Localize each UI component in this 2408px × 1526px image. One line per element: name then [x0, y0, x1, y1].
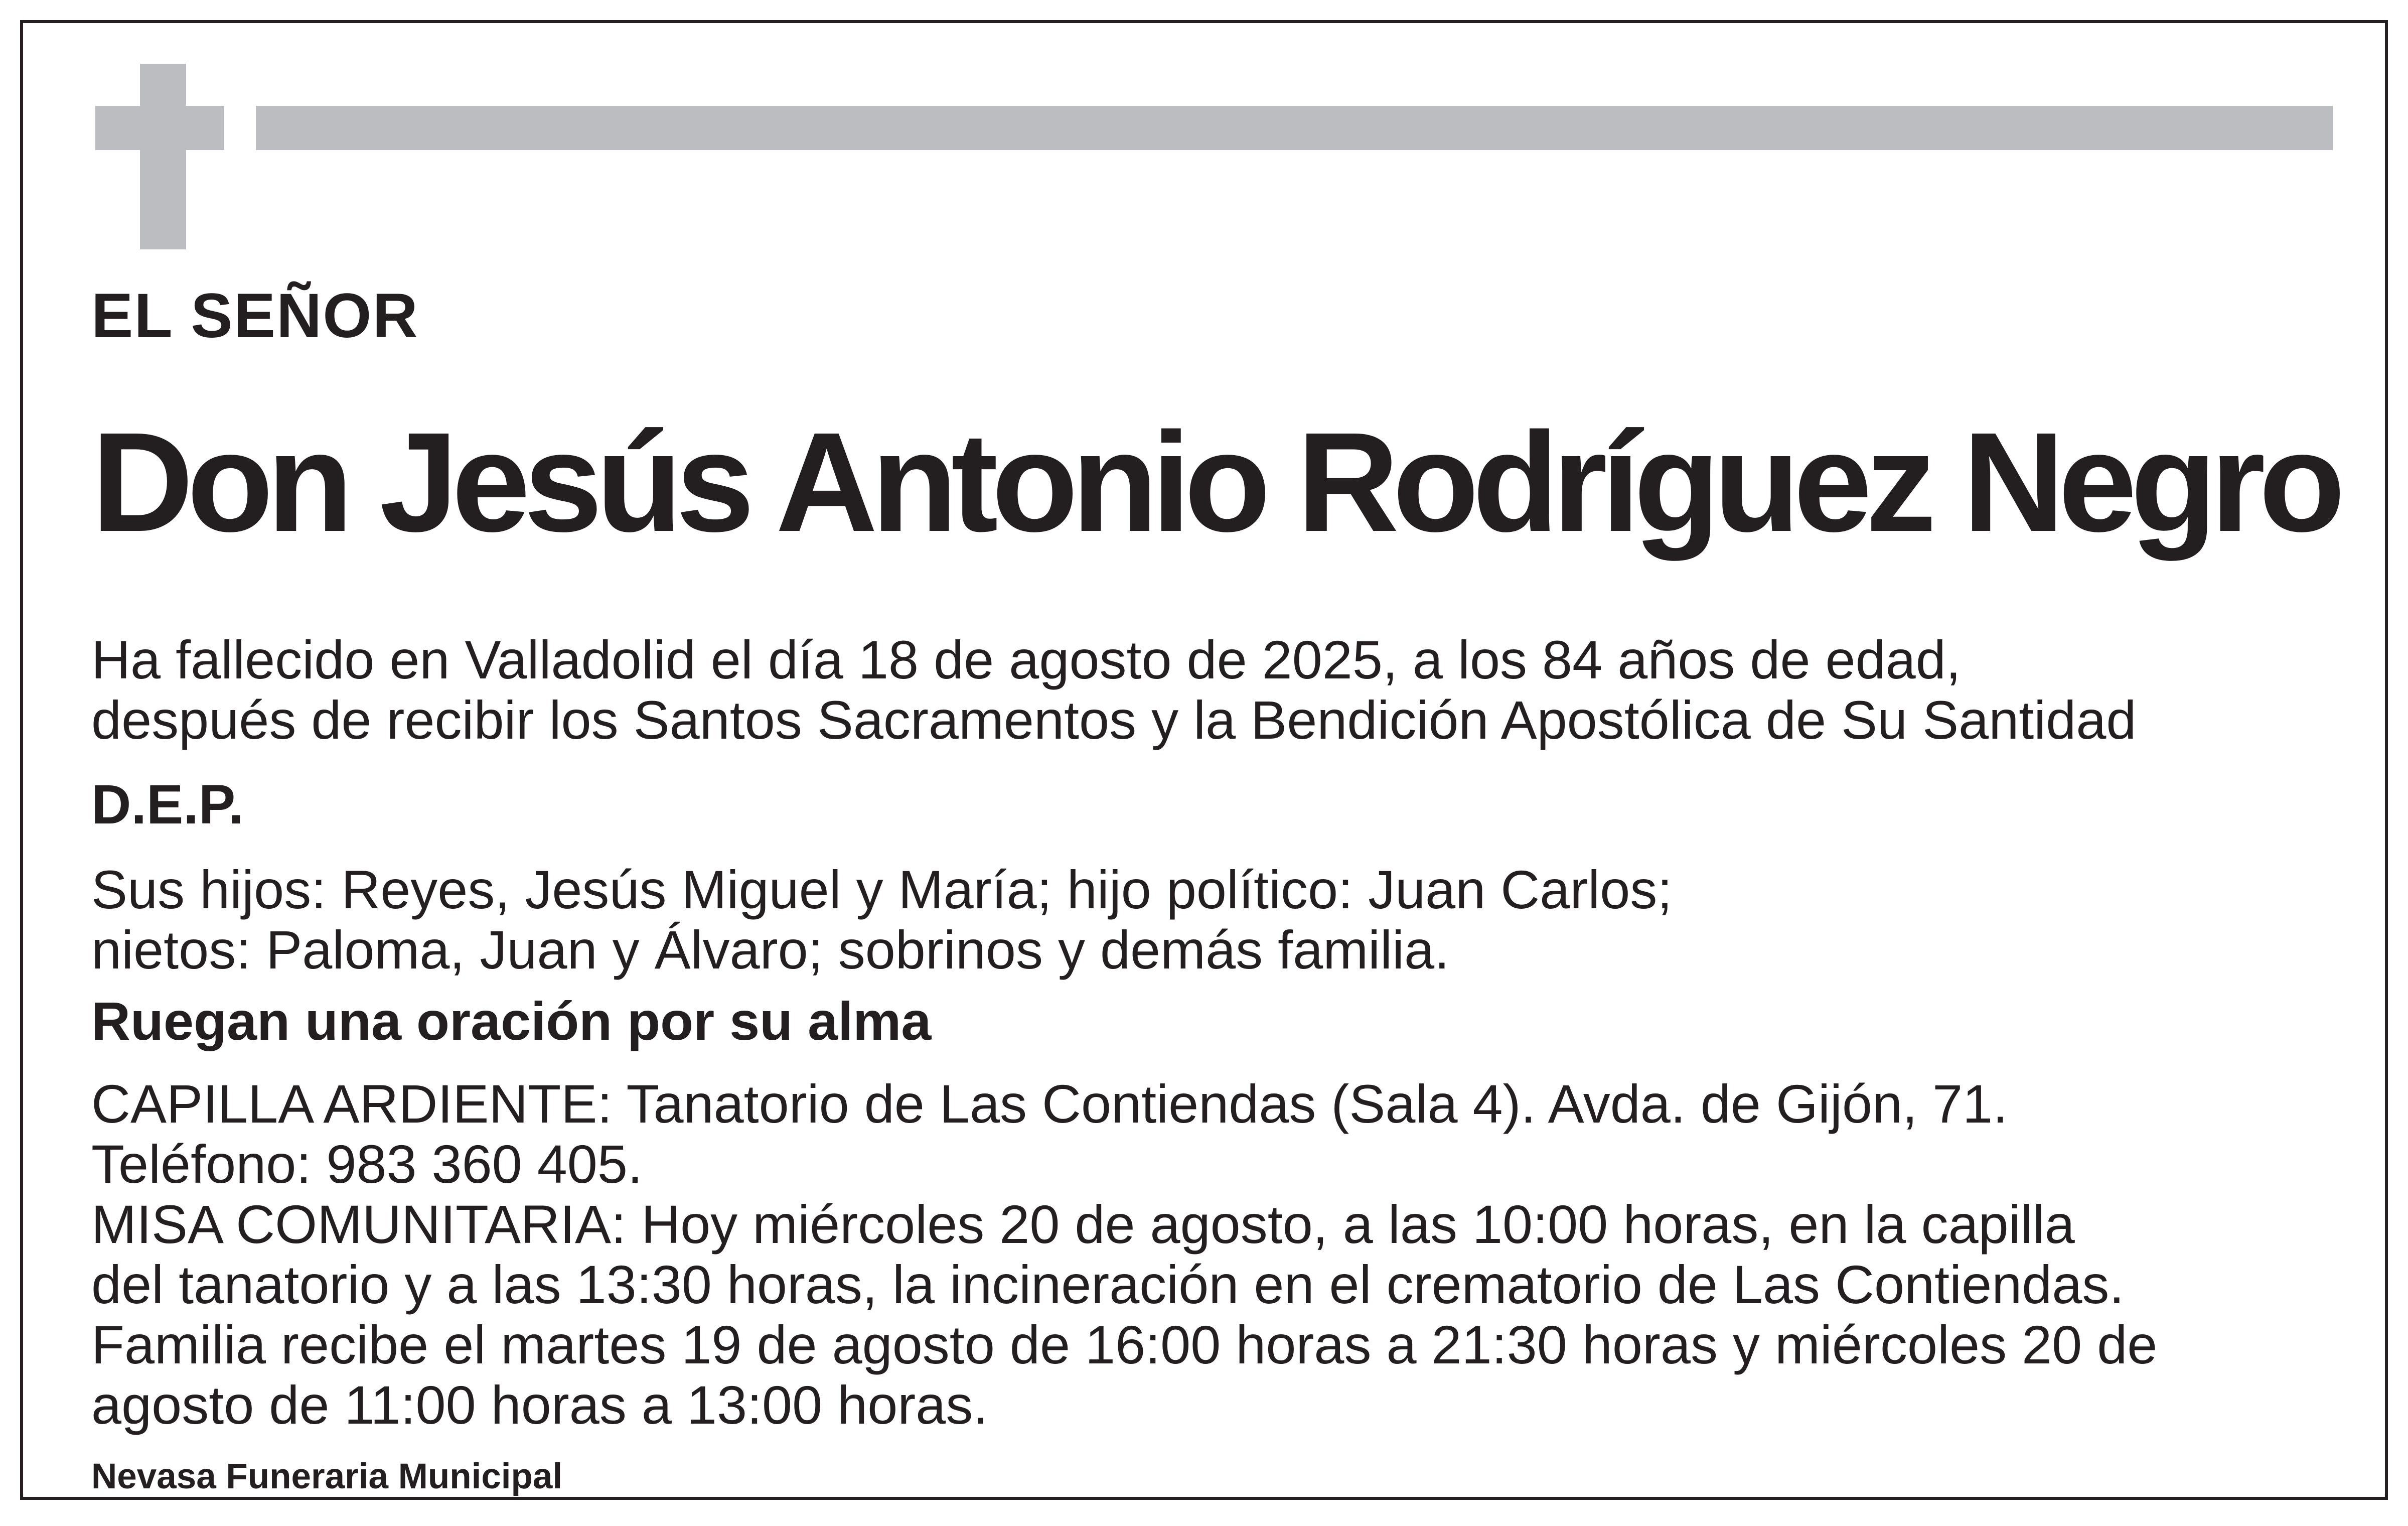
cross-horizontal-beam: [95, 106, 224, 150]
header-rule: [256, 106, 2333, 150]
funeral-home: Nevasa Funeraria Municipal: [91, 1457, 563, 1496]
details-line: agosto de 11:00 horas a 13:00 horas.: [91, 1374, 988, 1435]
cross-vertical-beam: [140, 64, 186, 249]
family-list: [91, 860, 1672, 980]
death-notice: [91, 630, 2136, 750]
family-line: nietos: Paloma, Juan y Álvaro; sobrinos y demás familia.: [91, 919, 1450, 980]
honorific: EL SEÑOR: [91, 281, 419, 351]
service-details: [91, 1074, 2157, 1435]
rip-label: D.E.P.: [91, 774, 244, 836]
death-notice-line: Ha fallecido en Valladolid el día 18 de agosto de 2025, a los 84 años de edad,: [91, 629, 1961, 690]
prayer-request: Ruegan una oración por su alma: [91, 991, 932, 1051]
deceased-name: Don Jesús Antonio Rodríguez Negro: [91, 403, 2339, 561]
details-line: del tanatorio y a las 13:30 horas, la incineración en el crematorio de Las Contiendas.: [91, 1254, 2125, 1315]
death-notice-line: después de recibir los Santos Sacramentos y la Bendición Apostólica de Su Santidad: [91, 689, 2137, 750]
details-line: Teléfono: 983 360 405.: [91, 1134, 643, 1194]
details-line: MISA COMUNITARIA: Hoy miércoles 20 de agosto, a las 10:00 horas, en la capilla: [91, 1194, 2075, 1255]
family-line: Sus hijos: Reyes, Jesús Miguel y María; hijo político: Juan Carlos;: [91, 859, 1673, 920]
details-line: Familia recibe el martes 19 de agosto de 16:00 horas a 21:30 horas y miércoles 20 de: [91, 1314, 2158, 1375]
details-line: CAPILLA ARDIENTE: Tanatorio de Las Contiendas (Sala 4). Avda. de Gijón, 71.: [91, 1073, 2008, 1134]
